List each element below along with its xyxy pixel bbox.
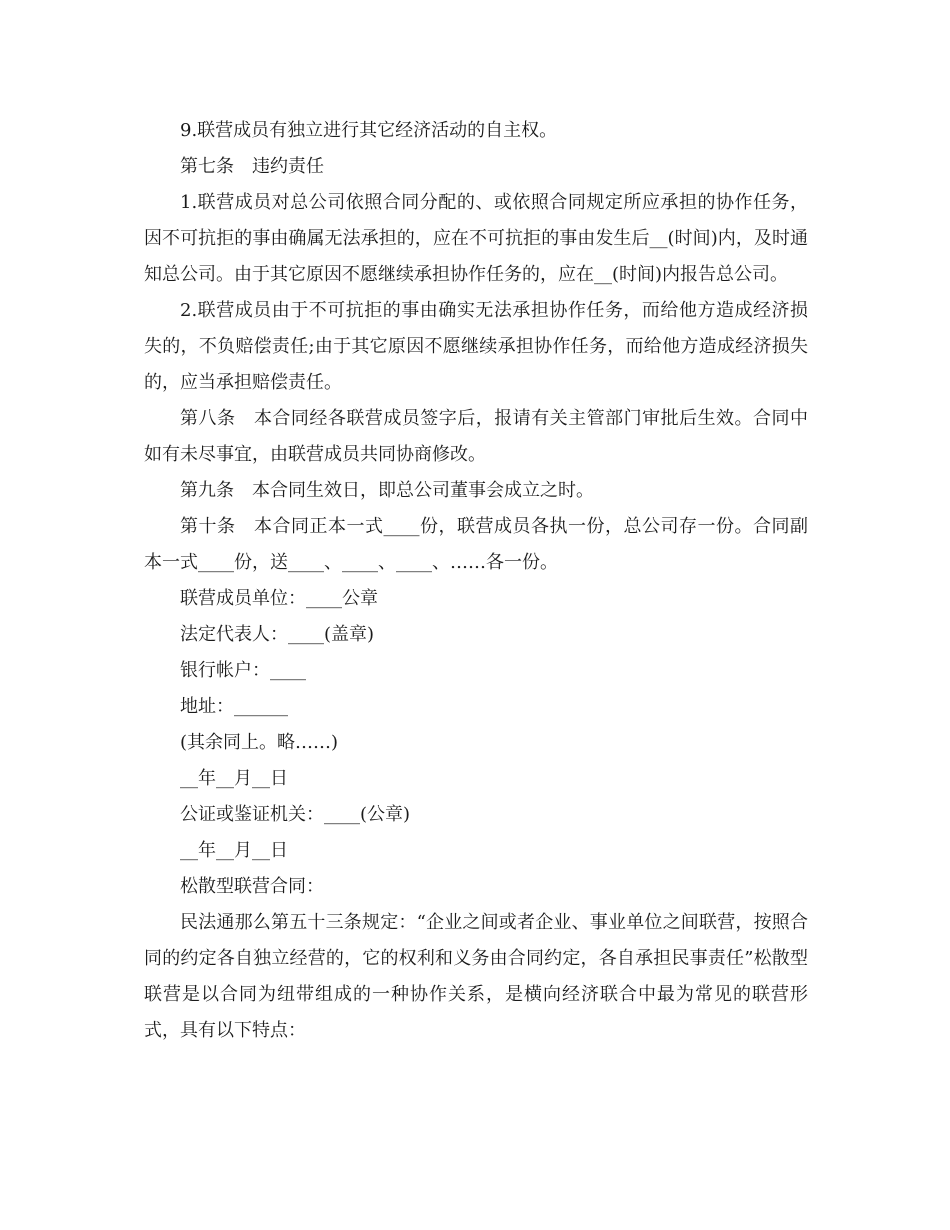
paragraph-article-8: 第八条 本合同经各联营成员签字后，报请有关主管部门审批后生效。合同中如有未尽事宜，由联营成员共同协商修改。 (144, 408, 808, 465)
signature-others-note: (其余同上。略……) (180, 732, 339, 753)
signature-bank-account: 银行帐户：____ (180, 660, 306, 681)
paragraph-civil-law: 民法通那么第五十三条规定：“企业之间或者企业、事业单位之间联营，按照合同的约定各自独立经营的，它的权利和义务由合同约定，各自承担民事责任”松散型联营是以合同为纽带组成的一种协作关系，是横向经济联合中最为常见的联营形式，具有以下特点： (144, 912, 808, 1041)
signature-address: 地址：______ (180, 696, 288, 717)
notary-date: __年__月__日 (180, 840, 288, 861)
paragraph-article-10: 第十条 本合同正本一式____份，联营成员各执一份，总公司存一份。合同副本一式____份，送____、____、____、……各一份。 (144, 516, 808, 573)
notary-authority: 公证或鉴证机关：____(公章) (180, 804, 411, 825)
heading-article-7: 第七条 违约责任 (180, 156, 324, 177)
signature-member-unit: 联营成员单位：____公章 (180, 588, 378, 609)
paragraph-liability-1: 1.联营成员对总公司依照合同分配的、或依照合同规定所应承担的协作任务，因不可抗拒的事由确属无法承担的，应在不可抗拒的事由发生后__(时间)内，及时通知总公司。由于其它原因不愿继续承担协作任务的，应在__(时间)内报告总公司。 (144, 192, 808, 285)
paragraph-clause-9: 9.联营成员有独立进行其它经济活动的自主权。 (180, 120, 558, 141)
paragraph-liability-2: 2.联营成员由于不可抗拒的事由确实无法承担协作任务，而给他方造成经济损失的，不负赔偿责任;由于其它原因不愿继续承担协作任务，而给他方造成经济损失的，应当承担赔偿责任。 (144, 300, 808, 393)
paragraph-article-9: 第九条 本合同生效日，即总公司董事会成立之时。 (180, 480, 594, 501)
heading-loose-contract: 松散型联营合同： (180, 876, 324, 897)
document-body (144, 113, 808, 1049)
signature-legal-rep: 法定代表人：____(盖章) (180, 624, 375, 645)
signature-date: __年__月__日 (180, 768, 288, 789)
